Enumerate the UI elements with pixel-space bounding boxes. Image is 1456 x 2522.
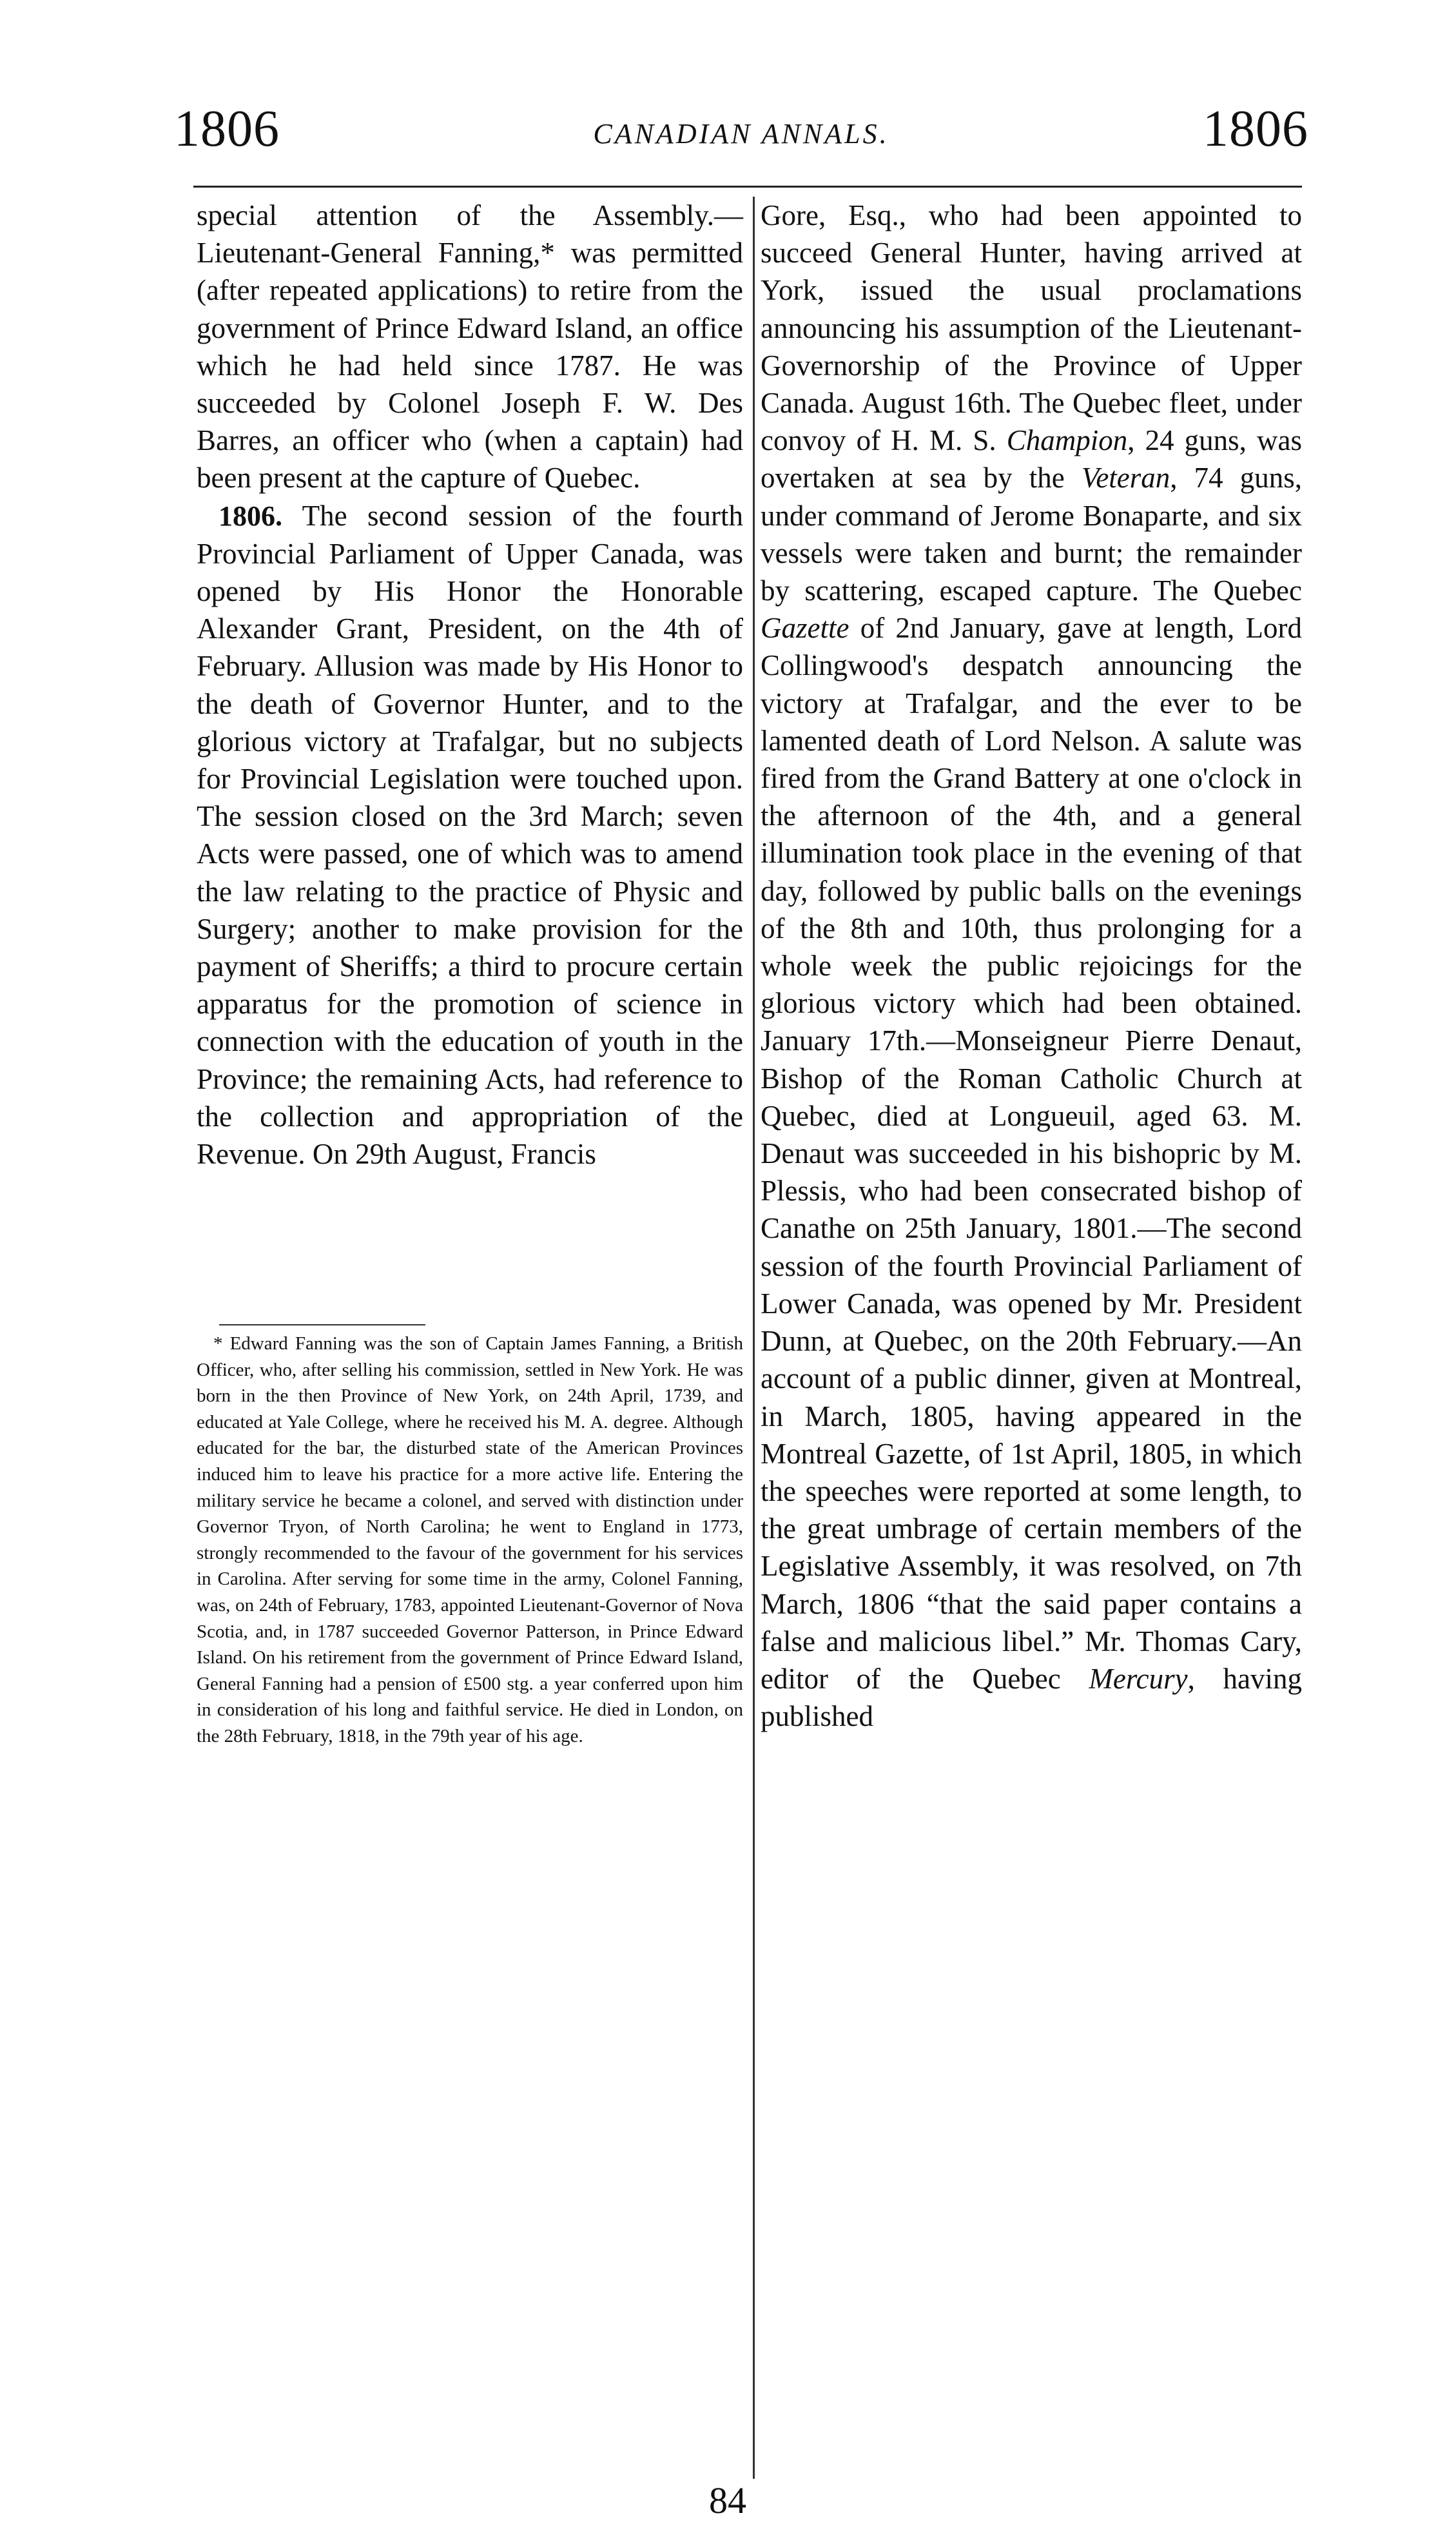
left-paragraph-2-text: The second session of the fourth Provincial Parliament of Upper Canada, was opened by His Honor the Honorable Alexander Grant, President, on the 4th of February. Allusion was made by His Honor to the death of Governor Hunter, and to the glorious victory at Trafalgar, but no subjects for Provincial Legislation were touched upon. The session closed on the 3rd March; seven Acts were passed, one of which was to amend the law relating to the practice of Physic and Surgery; another to make provision for the payment of Sheriffs; a third to procure certain apparatus for the promotion of science in connection with the education of youth in the Province; the remaining Acts, had reference to the collection and appropriation of the Revenue. On 29th August, Francis (197, 499, 743, 1171)
footnote-text: * Edward Fanning was the son of Captain James Fanning, a British Officer, who, after selling his commission, settled in New York. He was born in the then Province of New York, on 24th April, 1739, and educated at Yale College, where he received his M. A. degree. Although educated for the bar, the disturbed state of the American Provinces induced him to leave his practice for a more active life. Entering the military service he became a colonel, and served with distinction under Governor Tryon, of North Carolina; he went to England in 1773, strongly recommended to the favour of the government for his services in Carolina. After serving for some time in the army, Colonel Fanning, was, on 24th of February, 1783, appointed Lieutenant-Governor of Nova Scotia, and, in 1787 succeeded Governor Patterson, in Prince Edward Island. On his retirement from the government of Prince Edward Island, General Fanning had a pension of £500 stg. a year conferred upon him in consideration of his long and faithful service. He died in London, on the 28th February, 1818, in the 79th year of his age. (197, 1333, 743, 1746)
footnote (197, 1331, 743, 1750)
newspaper-name-mercury: Mercury (1089, 1662, 1188, 1695)
footnote-rule (219, 1324, 425, 1325)
header-rule (193, 186, 1302, 188)
right-text-3: , 74 guns, under command of Jerome Bonaparte, and six vessels were taken and burnt; the remainder by scattering, escaped capture. The Quebec (761, 462, 1302, 607)
right-paragraph (761, 197, 1302, 1735)
right-text-2: , 24 guns, was overtaken at sea by the (761, 424, 1303, 494)
left-column (197, 197, 743, 1173)
left-paragraph-2 (197, 497, 743, 1173)
right-text-1: Gore, Esq., who had been appointed to succeed General Hunter, having arrived at York, issued the usual proclamations announcing his assumption of the Lieutenant-Governorship of the Province of Upper Canada. August 16th. The Quebec fleet, under convoy of H. M. S. (761, 199, 1302, 457)
right-text-5: , having published (761, 1662, 1302, 1733)
ship-name-champion: Champion (1006, 424, 1128, 457)
left-paragraph-1: special attention of the Assembly.—Lieutenant-General Fanning,* was permitted (after repeated applications) to retire from the government of Prince Edward Island, an office which he had held since 1787. He was succeeded by Colonel Joseph F. W. Des Barres, an officer who (when a captain) had been present at the capture of Quebec. (197, 199, 743, 494)
running-head (174, 97, 1308, 168)
paragraph-year: 1806. (218, 500, 282, 532)
right-text-4: of 2nd January, gave at length, Lord Collingwood's despatch announcing the victory at Trafalgar, and the ever to be lamented death of Lord Nelson. A salute was fired from the Grand Battery at one o'clock in the afternoon of the 4th, and a general illumination took place in the evening of that day, followed by public balls on the evenings of the 8th and 10th, thus prolonging for a whole week the public rejoicings for the glorious victory which had been obtained. January 17th.—Monseigneur Pierre Denaut, Bishop of the Roman Catholic Church at Quebec, died at Longueuil, aged 63. M. Denaut was succeeded in his bishopric by M. Plessis, who had been consecrated bishop of Canathe on 25th January, 1801.—The second session of the fourth Provincial Parliament of Lower Canada, was opened by Mr. President Dunn, at Quebec, on the 20th February.—An account of a public dinner, given at Montreal, in March, 1805, having appeared in the Montreal Gazette, of 1st April, 1805, in which the speeches were reported at some length, to the great umbrage of certain members of the Legislative Assembly, it was resolved, on 7th March, 1806 “that the said paper contains a false and malicious libel.” Mr. Thomas Cary, editor of the Quebec (761, 612, 1302, 1695)
running-head-year-left: 1806 (174, 101, 280, 157)
running-head-title: CANADIAN ANNALS. (593, 118, 889, 150)
running-head-year-right: 1806 (1203, 101, 1308, 157)
newspaper-name-gazette: Gazette (761, 612, 849, 645)
ship-name-veteran: Veteran (1081, 462, 1170, 494)
page-number: 84 (709, 2479, 746, 2521)
right-column (761, 197, 1302, 1735)
column-divider (753, 197, 755, 2479)
